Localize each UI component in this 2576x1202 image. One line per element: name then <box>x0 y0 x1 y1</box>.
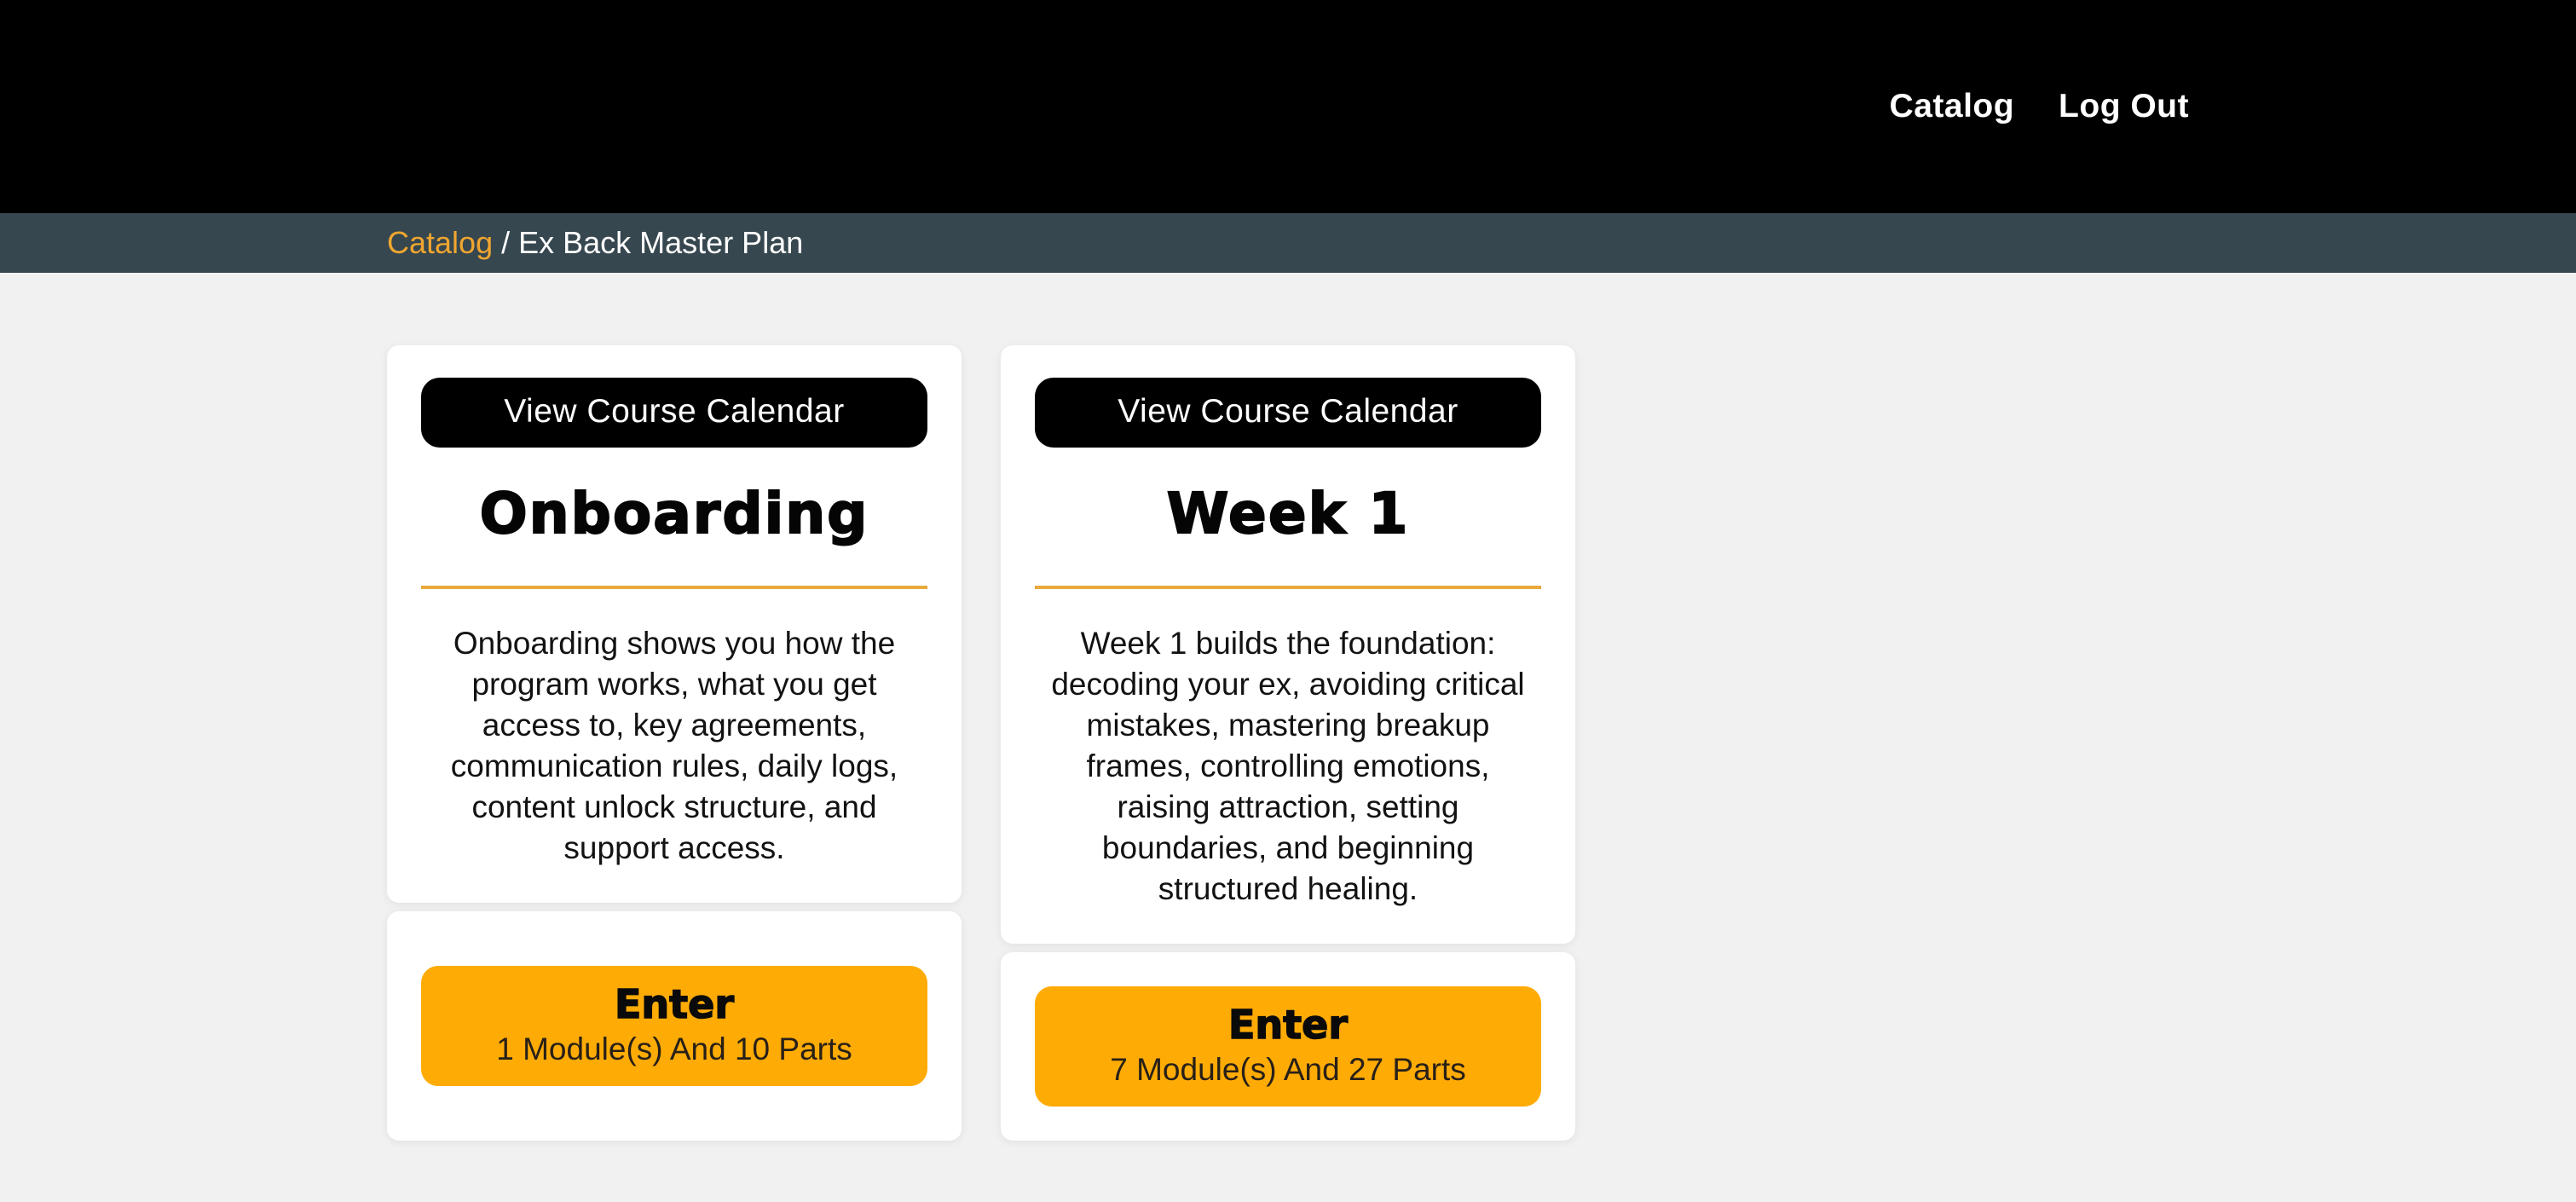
course-card-grid <box>363 345 2213 1141</box>
view-course-calendar-button[interactable]: View Course Calendar <box>421 378 927 448</box>
enter-button-label: Enter <box>1227 1001 1349 1048</box>
title-divider <box>1035 586 1541 589</box>
nav-link-logout[interactable]: Log Out <box>2059 88 2189 124</box>
breadcrumb-link-catalog[interactable]: Catalog <box>387 225 494 260</box>
enter-button-meta: 1 Module(s) And 10 Parts <box>496 1032 852 1067</box>
main-nav <box>1890 88 2189 125</box>
course-title: Week 1 <box>1166 481 1410 546</box>
course-title: Onboarding <box>479 481 869 546</box>
course-description: Week 1 builds the foundation: decoding your ex, avoiding critical mistakes, mastering breakup frames, controlling emotions, raising attraction, setting boundaries, and beginning structured healing. <box>1051 625 1525 906</box>
enter-course-button[interactable] <box>421 966 927 1086</box>
title-divider <box>421 586 927 589</box>
breadcrumb-current-page: Ex Back Master Plan <box>518 225 804 260</box>
course-card-footer <box>1001 952 1575 1141</box>
course-description: Onboarding shows you how the program works, what you get access to, key agreements, communication rules, daily logs, content unlock structure, and support access. <box>450 625 898 865</box>
breadcrumb-bar <box>0 213 2576 273</box>
main-content <box>0 345 2576 1141</box>
enter-course-button[interactable] <box>1035 986 1541 1107</box>
enter-button-label: Enter <box>614 980 735 1027</box>
course-card-onboarding <box>387 345 962 1141</box>
nav-link-catalog[interactable]: Catalog <box>1889 88 2015 124</box>
enter-button-meta: 7 Module(s) And 27 Parts <box>1110 1052 1466 1088</box>
breadcrumb-separator: / <box>493 225 519 260</box>
course-card-body <box>1001 345 1575 944</box>
course-card-week-1 <box>1001 345 1575 1141</box>
view-course-calendar-button[interactable]: View Course Calendar <box>1035 378 1541 448</box>
site-header <box>0 0 2576 213</box>
course-card-footer <box>387 911 962 1141</box>
course-card-body <box>387 345 962 903</box>
breadcrumb <box>387 225 803 261</box>
